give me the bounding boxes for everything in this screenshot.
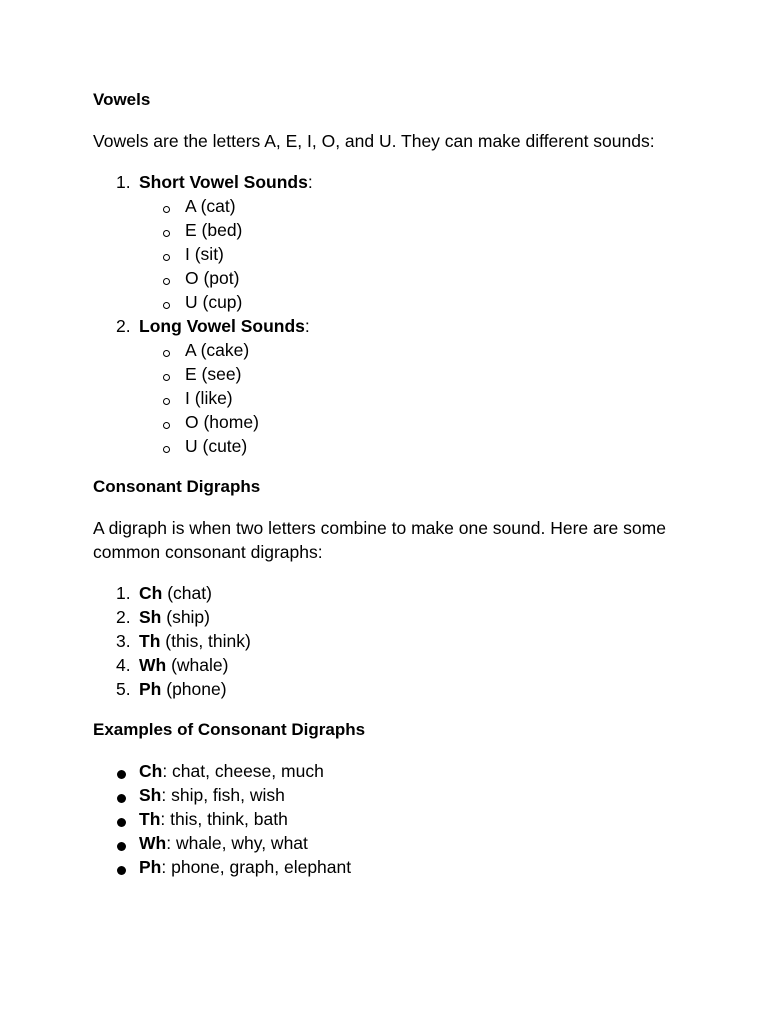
bullet-icon xyxy=(117,794,126,803)
examples-list xyxy=(93,759,693,879)
circle-bullet-icon xyxy=(163,278,170,285)
list-item-text: U (cute) xyxy=(185,436,248,456)
examples-heading: Examples of Consonant Digraphs xyxy=(93,720,366,739)
list-item xyxy=(93,807,693,831)
list-item xyxy=(93,653,693,677)
list-item xyxy=(139,290,693,314)
list-item-text: O (home) xyxy=(185,412,259,432)
digraphs-heading: Consonant Digraphs xyxy=(93,477,261,496)
circle-bullet-icon xyxy=(163,350,170,357)
vowel-sound-list xyxy=(93,170,693,458)
document-body xyxy=(93,88,693,879)
circle-bullet-icon xyxy=(163,206,170,213)
bullet-icon xyxy=(117,818,126,827)
example-text: : whale, why, what xyxy=(166,833,308,853)
list-item-text: E (bed) xyxy=(185,220,243,240)
list-item xyxy=(93,783,693,807)
circle-bullet-icon xyxy=(163,422,170,429)
example-text: : phone, graph, elephant xyxy=(161,857,352,877)
digraph-list xyxy=(93,581,693,701)
vowel-group-short xyxy=(93,170,693,314)
list-item-text: U (cup) xyxy=(185,292,243,312)
bullet-icon xyxy=(117,842,126,851)
long-vowel-examples xyxy=(139,338,693,458)
digraph-term: Wh xyxy=(139,655,167,675)
list-item-text: A (cake) xyxy=(185,340,250,360)
list-item xyxy=(93,605,693,629)
list-item xyxy=(93,855,693,879)
digraph-term: Th xyxy=(139,631,161,651)
example-text: : this, think, bath xyxy=(160,809,288,829)
list-item xyxy=(93,581,693,605)
list-number: 2. xyxy=(116,607,131,627)
vowels-heading: Vowels xyxy=(93,90,151,109)
list-item xyxy=(93,759,693,783)
list-item xyxy=(139,218,693,242)
vowels-intro: Vowels are the letters A, E, I, O, and U. They can make different sounds: xyxy=(93,131,655,151)
list-item xyxy=(93,831,693,855)
list-item xyxy=(139,434,693,458)
digraph-text: (ship) xyxy=(161,607,210,627)
digraphs-intro: A digraph is when two letters combine to make one sound. Here are some common consonant digraphs: xyxy=(93,518,666,562)
bullet-icon xyxy=(117,866,126,875)
digraph-text: (whale) xyxy=(166,655,229,675)
list-item-text: E (see) xyxy=(185,364,242,384)
list-item xyxy=(93,677,693,701)
list-number: 1. xyxy=(116,172,131,192)
example-term: Wh xyxy=(139,833,167,853)
circle-bullet-icon xyxy=(163,254,170,261)
circle-bullet-icon xyxy=(163,302,170,309)
vowel-group-suffix: : xyxy=(304,316,310,336)
list-number: 2. xyxy=(116,316,131,336)
digraph-text: (this, think) xyxy=(160,631,251,651)
list-number: 3. xyxy=(116,631,131,651)
circle-bullet-icon xyxy=(163,446,170,453)
circle-bullet-icon xyxy=(163,374,170,381)
list-item-text: A (cat) xyxy=(185,196,236,216)
list-item xyxy=(139,362,693,386)
circle-bullet-icon xyxy=(163,230,170,237)
list-item xyxy=(139,338,693,362)
example-term: Th xyxy=(139,809,161,829)
bullet-icon xyxy=(117,770,126,779)
example-term: Ph xyxy=(139,857,162,877)
example-term: Ch xyxy=(139,761,163,781)
short-vowel-examples xyxy=(139,194,693,314)
list-number: 1. xyxy=(116,583,131,603)
list-item-text: I (sit) xyxy=(185,244,224,264)
digraph-term: Ch xyxy=(139,583,163,603)
list-item-text: I (like) xyxy=(185,388,233,408)
vowel-group-title: Short Vowel Sounds xyxy=(139,172,308,192)
vowel-group-suffix: : xyxy=(307,172,313,192)
digraph-text: (phone) xyxy=(161,679,227,699)
example-text: : ship, fish, wish xyxy=(161,785,285,805)
circle-bullet-icon xyxy=(163,398,170,405)
vowel-group-long xyxy=(93,314,693,458)
list-item xyxy=(139,386,693,410)
list-item xyxy=(139,410,693,434)
list-item xyxy=(93,629,693,653)
example-term: Sh xyxy=(139,785,162,805)
digraph-text: (chat) xyxy=(162,583,212,603)
example-text: : chat, cheese, much xyxy=(162,761,324,781)
digraph-term: Sh xyxy=(139,607,162,627)
list-item xyxy=(139,266,693,290)
list-item xyxy=(139,242,693,266)
list-number: 5. xyxy=(116,679,131,699)
digraph-term: Ph xyxy=(139,679,162,699)
list-item-text: O (pot) xyxy=(185,268,240,288)
list-item xyxy=(139,194,693,218)
list-number: 4. xyxy=(116,655,131,675)
vowel-group-title: Long Vowel Sounds xyxy=(139,316,305,336)
